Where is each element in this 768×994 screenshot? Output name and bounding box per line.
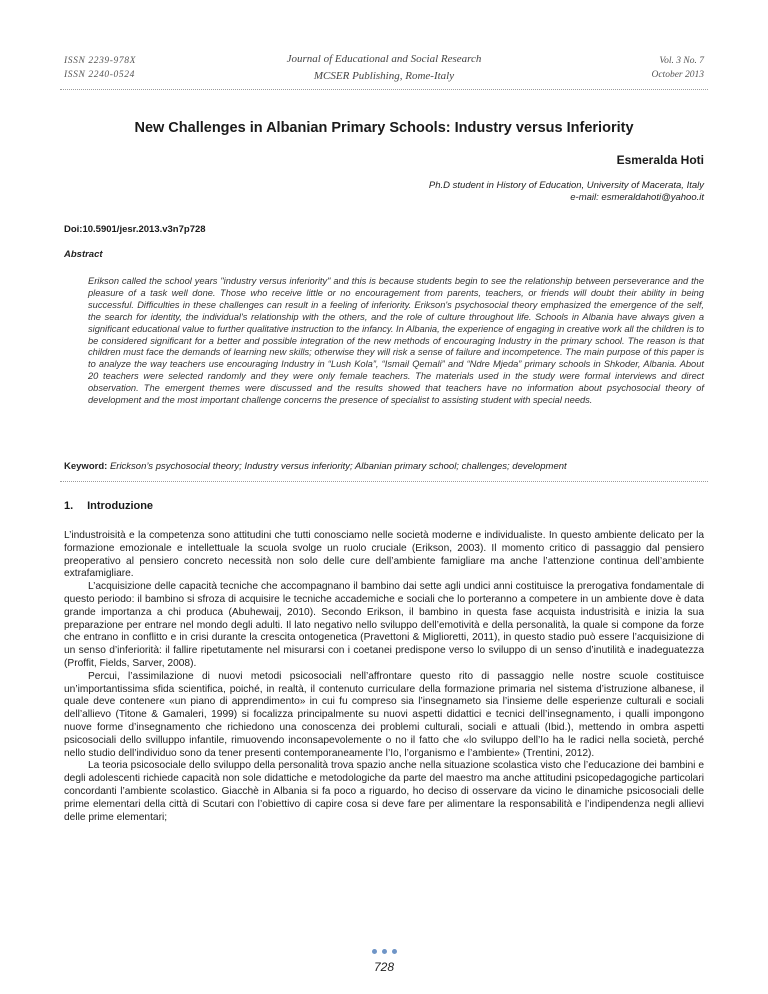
footer-ornament xyxy=(0,949,768,954)
section-heading xyxy=(64,500,153,512)
author-name: Esmeralda Hoti xyxy=(616,153,704,167)
keywords-label: Keyword: xyxy=(64,461,108,472)
author-email: e-mail: esmeraldahoti@yahoo.it xyxy=(570,192,704,203)
affiliation-text: Ph.D student in History of Education, University of Macerata, Italy xyxy=(428,180,704,191)
paragraph: L’acquisizione delle capacità tecniche che accompagnano il bambino dai sette agli undici anni costituisce la prerogativa fondamentale di questo periodo: il bambino si sfroza di acquisire le tecniche accademiche e sociali che lo porteranno a competere in un ambiente dove è data grande importanza a chi produca (Abuhewaij, 2010). Secondo Erikson, il bambino in questa fase acquista industrisità e inizia la sua preparazione per entrare nel mondo degli adulti. Il lato negativo nello sviluppo dell’emotività e della personalità, la quale si compone da forze che entrano in conflitto e in crisi durante la crescita ontogenetica (Pravettoni & Miglioretti, 2011), in questo stadio può essere l’acquisizione di un senso d’inferiorità: il fallire ripetutamente nel misurarsi con i coetanei predispone verso lo sviluppo di un senso d’inutilità e inadeguatezza (Proffit, Fields, Sarver, 2008). xyxy=(64,581,704,669)
abstract-text: Erikson called the school years "industry versus inferiority" and this is because students begin to see the relationship between perseverance and the pleasure of a task well done. Those who receive little or no encouragement from parents, teachers, or friends will doubt their ability in being successful. Difficulties in these challenges can result in a feeling of inferiority. Erikson's psychosocial theory emphasized the emergence of the self, the search for identity, the individual's relationship with the others, and the role of culture throughout life. Schools in Albania have always given a significant educational value to further qualitative instruction to the infancy. In Albania, the experience of engaging in creative work all the children is to be considered significant for a better and possible integration of the new methods of encouraging Industry in the primary school. The reason is that children must face the demands of learning new skills; otherwise they will risk a sense of failure and incompetence. The main purpose of this paper is to analyze the way teachers use encouraging Industry in “Lush Kola”, “Ismail Qemali” and “Ndre Mjeda” primary schools in Shkoder, Albania. About 20 teachers were selected randomly and they were only female teachers. The materials used in the study were formal interviews and direct observation. The emergent themes were discussed and the results showed that teachers have no information about psychosocial theory of development and the most important challenge concerns the presence of specialist to assisting student with special needs. xyxy=(88,276,704,406)
ornament-dot xyxy=(392,949,397,954)
header-divider xyxy=(60,89,708,90)
keywords xyxy=(64,461,704,472)
article-title: New Challenges in Albanian Primary Schools: Industry versus Inferiority xyxy=(134,120,634,136)
issue-date: October 2013 xyxy=(651,70,704,80)
keywords-divider xyxy=(60,481,708,482)
section-title: Introduzione xyxy=(87,500,154,512)
section-number: 1. xyxy=(64,500,74,512)
ornament-dot xyxy=(372,949,377,954)
paragraph: La teoria psicosociale dello sviluppo della personalità trova spazio anche nella situazione scolastica visto che l’educazione dei bambini e degli adolescenti richiede capacità non sole didattiche e metodologiche da parte del maestro ma anche attitudini psicopedagogiche particolari concordanti l’ambiente scolastico. Giacchè in Albania si fa poco a riguardo, ho deciso di osservare da vicino le dinamiche psicosociali delle prime elementari della città di Scutari con l’obiettivo di capire cosa si deve fare per alimentare la responsabilità e l’indipendenza negli allievi delle prime elementari; xyxy=(64,760,704,823)
abstract-heading: Abstract xyxy=(64,249,103,260)
page-number: 728 xyxy=(373,960,395,974)
body-text xyxy=(64,530,704,824)
doi: Doi:10.5901/jesr.2013.v3n7p728 xyxy=(64,224,206,235)
issn-block xyxy=(64,54,136,82)
paragraph: L’industroisità e la competenza sono attitudini che tutti conosciamo nelle società moderne e individualiste. In questo ambiente delicato per la formazione emozionale e intellettuale la scuola svolge un ruolo cruciale (Erikson, 2003). Il momento critico di passaggio dal pensiero preoperativo al pensiero concreto necessità non solo delle cure dell’ambiente famigliare ma anche l’attenzione continua dell’ambiente extrafamigliare. xyxy=(64,530,704,580)
keywords-text: Erickson’s psychosocial theory; Industry versus inferiority; Albanian primary school; challenges; development xyxy=(109,461,567,472)
journal-block xyxy=(200,51,568,85)
volume-block xyxy=(651,54,704,82)
publisher: MCSER Publishing, Rome-Italy xyxy=(313,70,455,82)
paragraph: Percui, l’assimilazione di nuovi metodi psicosociali nell’affrontare questo rito di passaggio nelle nostre scuole costituisce un’importantissima sfida scientifica, poiché, in realtà, il contenuto curriculare della formazione primaria nel sistema d’istruzione albanese, il quale deve contenere «un piano di apprendimento» in cui fu compreso sia l’insegnameto sia l’insieme delle esperienze culturali e sociali dell’allievo (Titone & Gamaleri, 1999) si focalizza principalmente su nuovi aspetti didattici e tecnici dell’insegnamento, i qualli impongono nuove forme d’insegnamento che richiedono una conoscenza dei problemi culturali, sociali e attuali (Ibid.), mettendo in ombra aspetti psicosociali dello svilluppo infantile, rimuovendo inconsapevolemente o no il fatto che «lo sviluppo dell’Io ha le radici nella società, perché nello studio dell’individuo sono da tener presenti contemporaneamente l’Io, l’organismo e l’ambiente» (Trentini, 2012). xyxy=(64,670,704,759)
volume: Vol. 3 No. 7 xyxy=(659,56,704,66)
issn-print: ISSN 2239-978X xyxy=(64,56,136,66)
journal-name: Journal of Educational and Social Research xyxy=(286,53,482,65)
issn-online: ISSN 2240-0524 xyxy=(64,70,135,80)
ornament-dot xyxy=(382,949,387,954)
author-affiliation xyxy=(429,180,704,204)
